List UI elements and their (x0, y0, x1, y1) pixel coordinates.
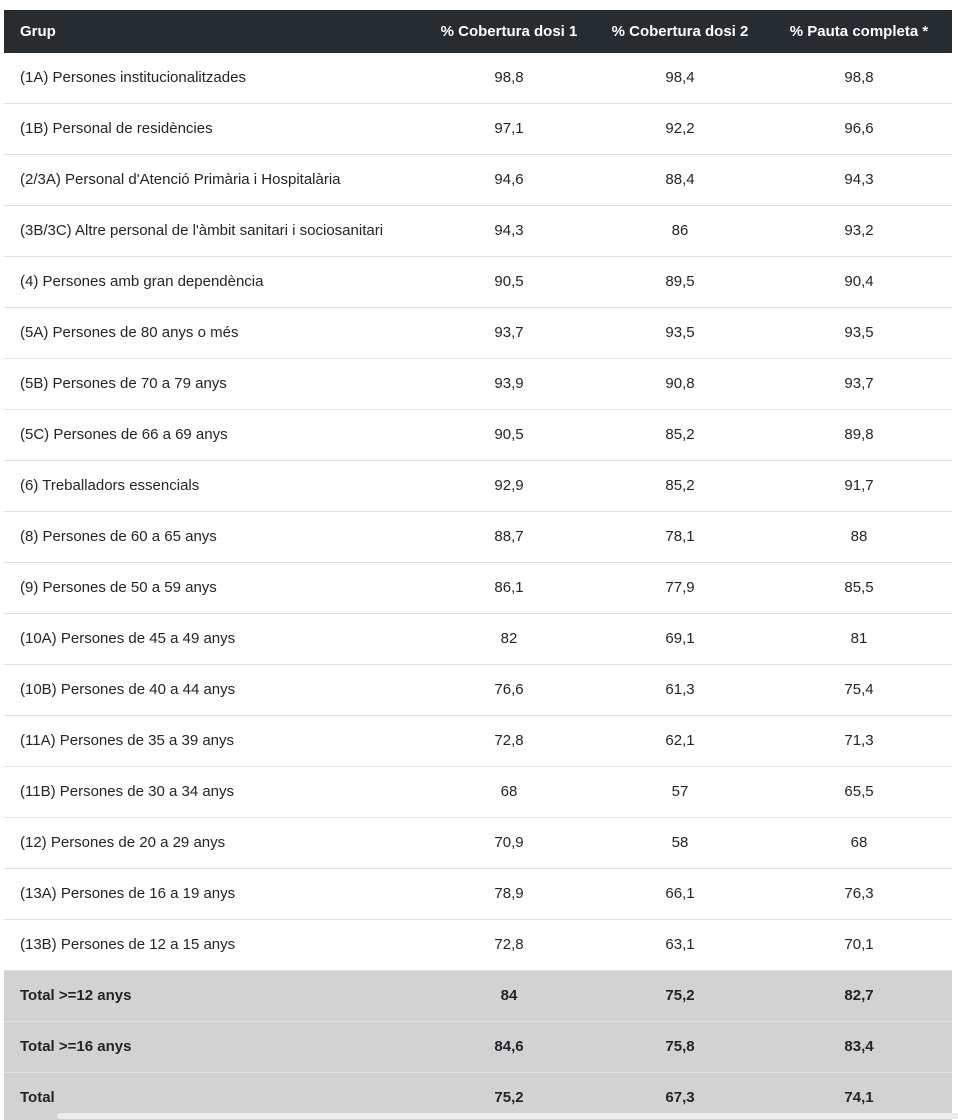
group-cell: (2/3A) Personal d'Atenció Primària i Hospitalària (4, 155, 424, 206)
dose2-cell: 67,3 (594, 1073, 766, 1120)
complete-cell: 93,2 (766, 206, 952, 257)
dose2-cell: 90,8 (594, 359, 766, 410)
complete-cell: 81 (766, 614, 952, 665)
table-row (4, 563, 952, 614)
group-cell: (5B) Persones de 70 a 79 anys (4, 359, 424, 410)
group-cell: (1A) Persones institucionalitzades (4, 53, 424, 104)
group-cell: (4) Persones amb gran dependència (4, 257, 424, 308)
table-row (4, 512, 952, 563)
table-header (4, 10, 952, 53)
complete-cell: 74,1 (766, 1073, 952, 1120)
complete-cell: 98,8 (766, 53, 952, 104)
table-row (4, 614, 952, 665)
dose1-cell: 70,9 (424, 818, 594, 869)
dose1-cell: 92,9 (424, 461, 594, 512)
table-row (4, 818, 952, 869)
complete-cell: 85,5 (766, 563, 952, 614)
dose1-cell: 78,9 (424, 869, 594, 920)
dose2-cell: 78,1 (594, 512, 766, 563)
dose1-cell: 84 (424, 971, 594, 1022)
table-row (4, 308, 952, 359)
complete-cell: 93,7 (766, 359, 952, 410)
table-row (4, 206, 952, 257)
dose1-cell: 90,5 (424, 257, 594, 308)
dose2-cell: 62,1 (594, 716, 766, 767)
table-row (4, 155, 952, 206)
table-row (4, 410, 952, 461)
complete-cell: 76,3 (766, 869, 952, 920)
group-cell: (12) Persones de 20 a 29 anys (4, 818, 424, 869)
group-cell: Total >=16 anys (4, 1022, 424, 1073)
complete-cell: 71,3 (766, 716, 952, 767)
dose1-cell: 93,9 (424, 359, 594, 410)
dose2-cell: 75,2 (594, 971, 766, 1022)
complete-cell: 82,7 (766, 971, 952, 1022)
complete-cell: 94,3 (766, 155, 952, 206)
dose2-cell: 98,4 (594, 53, 766, 104)
group-cell: (11A) Persones de 35 a 39 anys (4, 716, 424, 767)
column-header-dose1: % Cobertura dosi 1 (424, 10, 594, 53)
dose1-cell: 84,6 (424, 1022, 594, 1073)
dose2-cell: 63,1 (594, 920, 766, 971)
dose1-cell: 76,6 (424, 665, 594, 716)
complete-cell: 93,5 (766, 308, 952, 359)
vaccination-coverage-table (4, 10, 952, 1120)
dose2-cell: 92,2 (594, 104, 766, 155)
table-row (4, 104, 952, 155)
dose1-cell: 93,7 (424, 308, 594, 359)
complete-cell: 75,4 (766, 665, 952, 716)
group-cell: (8) Persones de 60 a 65 anys (4, 512, 424, 563)
column-header-dose2: % Cobertura dosi 2 (594, 10, 766, 53)
dose1-cell: 86,1 (424, 563, 594, 614)
group-cell: (3B/3C) Altre personal de l'àmbit sanitari i sociosanitari (4, 206, 424, 257)
dose1-cell: 72,8 (424, 716, 594, 767)
dose1-cell: 98,8 (424, 53, 594, 104)
complete-cell: 89,8 (766, 410, 952, 461)
complete-cell: 88 (766, 512, 952, 563)
group-cell: Total (4, 1073, 424, 1120)
complete-cell: 90,4 (766, 257, 952, 308)
table-row (4, 359, 952, 410)
dose2-cell: 66,1 (594, 869, 766, 920)
table-row (4, 53, 952, 104)
table-row (4, 920, 952, 971)
group-cell: (6) Treballadors essencials (4, 461, 424, 512)
table-row (4, 767, 952, 818)
dose2-cell: 69,1 (594, 614, 766, 665)
table-row (4, 665, 952, 716)
dose1-cell: 72,8 (424, 920, 594, 971)
dose1-cell: 90,5 (424, 410, 594, 461)
table-row (4, 257, 952, 308)
dose2-cell: 89,5 (594, 257, 766, 308)
table-row-total (4, 1022, 952, 1073)
dose1-cell: 94,3 (424, 206, 594, 257)
complete-cell: 70,1 (766, 920, 952, 971)
group-cell: (9) Persones de 50 a 59 anys (4, 563, 424, 614)
group-cell: (11B) Persones de 30 a 34 anys (4, 767, 424, 818)
complete-cell: 91,7 (766, 461, 952, 512)
group-cell: (1B) Personal de residències (4, 104, 424, 155)
dose2-cell: 58 (594, 818, 766, 869)
dose2-cell: 77,9 (594, 563, 766, 614)
group-cell: (10B) Persones de 40 a 44 anys (4, 665, 424, 716)
dose1-cell: 88,7 (424, 512, 594, 563)
dose1-cell: 94,6 (424, 155, 594, 206)
horizontal-scrollbar[interactable] (57, 1113, 958, 1119)
dose1-cell: 68 (424, 767, 594, 818)
dose2-cell: 85,2 (594, 461, 766, 512)
dose1-cell: 82 (424, 614, 594, 665)
table-row (4, 716, 952, 767)
group-cell: (13B) Persones de 12 a 15 anys (4, 920, 424, 971)
table-row-total (4, 971, 952, 1022)
column-header-group: Grup (4, 10, 424, 53)
table-row (4, 869, 952, 920)
dose2-cell: 61,3 (594, 665, 766, 716)
group-cell: (10A) Persones de 45 a 49 anys (4, 614, 424, 665)
dose1-cell: 97,1 (424, 104, 594, 155)
complete-cell: 83,4 (766, 1022, 952, 1073)
group-cell: (5C) Persones de 66 a 69 anys (4, 410, 424, 461)
column-header-complete: % Pauta completa * (766, 10, 952, 53)
dose2-cell: 88,4 (594, 155, 766, 206)
complete-cell: 96,6 (766, 104, 952, 155)
dose2-cell: 75,8 (594, 1022, 766, 1073)
header-row (4, 10, 952, 53)
complete-cell: 65,5 (766, 767, 952, 818)
dose2-cell: 85,2 (594, 410, 766, 461)
group-cell: (13A) Persones de 16 a 19 anys (4, 869, 424, 920)
group-cell: (5A) Persones de 80 anys o més (4, 308, 424, 359)
dose1-cell: 75,2 (424, 1073, 594, 1120)
group-cell: Total >=12 anys (4, 971, 424, 1022)
table-row (4, 461, 952, 512)
complete-cell: 68 (766, 818, 952, 869)
dose2-cell: 57 (594, 767, 766, 818)
table-body (4, 53, 952, 1120)
dose2-cell: 93,5 (594, 308, 766, 359)
dose2-cell: 86 (594, 206, 766, 257)
